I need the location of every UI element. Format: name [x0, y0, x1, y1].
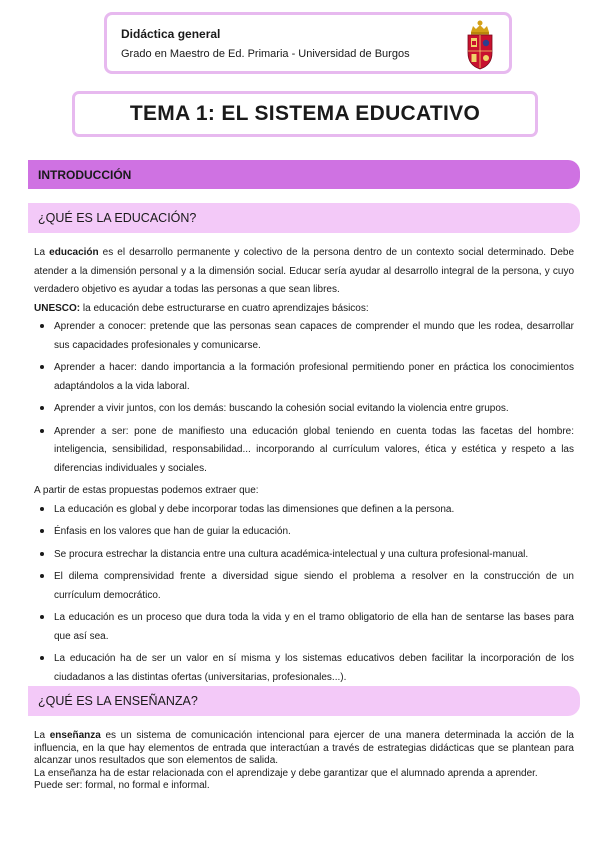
education-heading [28, 203, 580, 233]
def-prefix: La [34, 247, 50, 258]
list-item: Aprender a ser: pone de manifiesto una educación global teniendo en cuenta todas las facetas del hombre: inteligencia, sensibilidad, responsabilidad... incorporando al currículum valores, ética y estética y respeto a las diferencias individuales y sociales. [34, 423, 574, 479]
list-item: Énfasis en los valores que han de guiar la educación. [34, 523, 574, 542]
conclusions-list [34, 501, 574, 688]
list-item: Aprender a vivir juntos, con los demás: buscando la cohesión social evitando la violencia entre grupos. [34, 400, 574, 419]
education-section [34, 244, 574, 691]
list-item: Se procura estrechar la distancia entre una cultura académica-intelectual y una cultura profesional-manual. [34, 546, 574, 565]
pillars-list [34, 318, 574, 478]
list-item: La educación es un proceso que dura toda la vida y en el tramo obligatorio de ella han de sentarse las bases para que así sea. [34, 609, 574, 646]
teaching-heading [28, 686, 580, 716]
conclusions-intro: A partir de estas propuestas podemos extraer que: [34, 485, 259, 496]
def-body: es el desarrollo permanente y colectivo de la persona dentro de un contexto social determinado. Debe atender a la dimensión personal y a la dimensión social. Educar sería ayudar al desarrollo integral de la persona, y cuyo verdadero objetivo es ayudar a todas las personas a que sean libres. [34, 247, 575, 295]
intro-heading-label: INTRODUCCIÓN [38, 167, 132, 182]
unesco-text: la educación debe estructurarse en cuatro aprendizajes básicos: [80, 302, 369, 314]
title-box [72, 91, 538, 137]
education-definition [34, 244, 574, 300]
teaching-section [34, 730, 574, 793]
teaching-definition [34, 730, 574, 768]
teaching-line-2: La enseñanza ha de estar relacionada con el aprendizaje y debe garantizar que el alumnado aprenda a aprender. [34, 767, 538, 779]
list-item: El dilema comprensividad frente a diversidad sigue siendo el problema a resolver en la construcción de un currículum democrático. [34, 568, 574, 605]
list-item: La educación es global y debe incorporar todas las dimensiones que definen a la persona. [34, 501, 574, 520]
page-title: TEMA 1: EL SISTEMA EDUCATIVO [129, 102, 481, 125]
unesco-line [34, 300, 574, 319]
teaching-line-3: Puede ser: formal, no formal e informal. [34, 780, 210, 791]
university-crest-icon [465, 19, 495, 71]
course-name: Didáctica general [121, 27, 221, 41]
teaching-heading-label: ¿QUÉ ES LA ENSEÑANZA? [38, 694, 198, 708]
education-term: educación [49, 247, 99, 258]
teaching-def-prefix: La [34, 730, 50, 741]
degree-name: Grado en Maestro de Ed. Primaria - Universidad de Burgos [121, 48, 410, 60]
unesco-label: UNESCO: [34, 302, 81, 314]
intro-heading [28, 160, 580, 189]
list-item: Aprender a conocer: pretende que las personas sean capaces de comprender el mundo que les rodea, desarrollar sus capacidades profesionales y comunicarse. [34, 318, 574, 355]
education-heading-label: ¿QUÉ ES LA EDUCACIÓN? [38, 211, 197, 225]
header-box [104, 12, 512, 74]
teaching-def-body: es un sistema de comunicación intencional para ejercer de una manera determinada la acción de la influencia, en la que hay elementos de entrada que interactúan a través de estrategias didácticas que se plantean para alcanzar unos resultados que son elementos de salida. [34, 730, 574, 766]
teaching-term: enseñanza [49, 730, 101, 741]
list-item: Aprender a hacer: dando importancia a la formación profesional permitiendo poner en práctica los conocimientos adaptándolos a la vida laboral. [34, 359, 574, 396]
list-item: La educación ha de ser un valor en sí misma y los sistemas educativos deben facilitar la incorporación de los ciudadanos a las distintas ofertas (universitarias, profesionales...). [34, 650, 574, 687]
